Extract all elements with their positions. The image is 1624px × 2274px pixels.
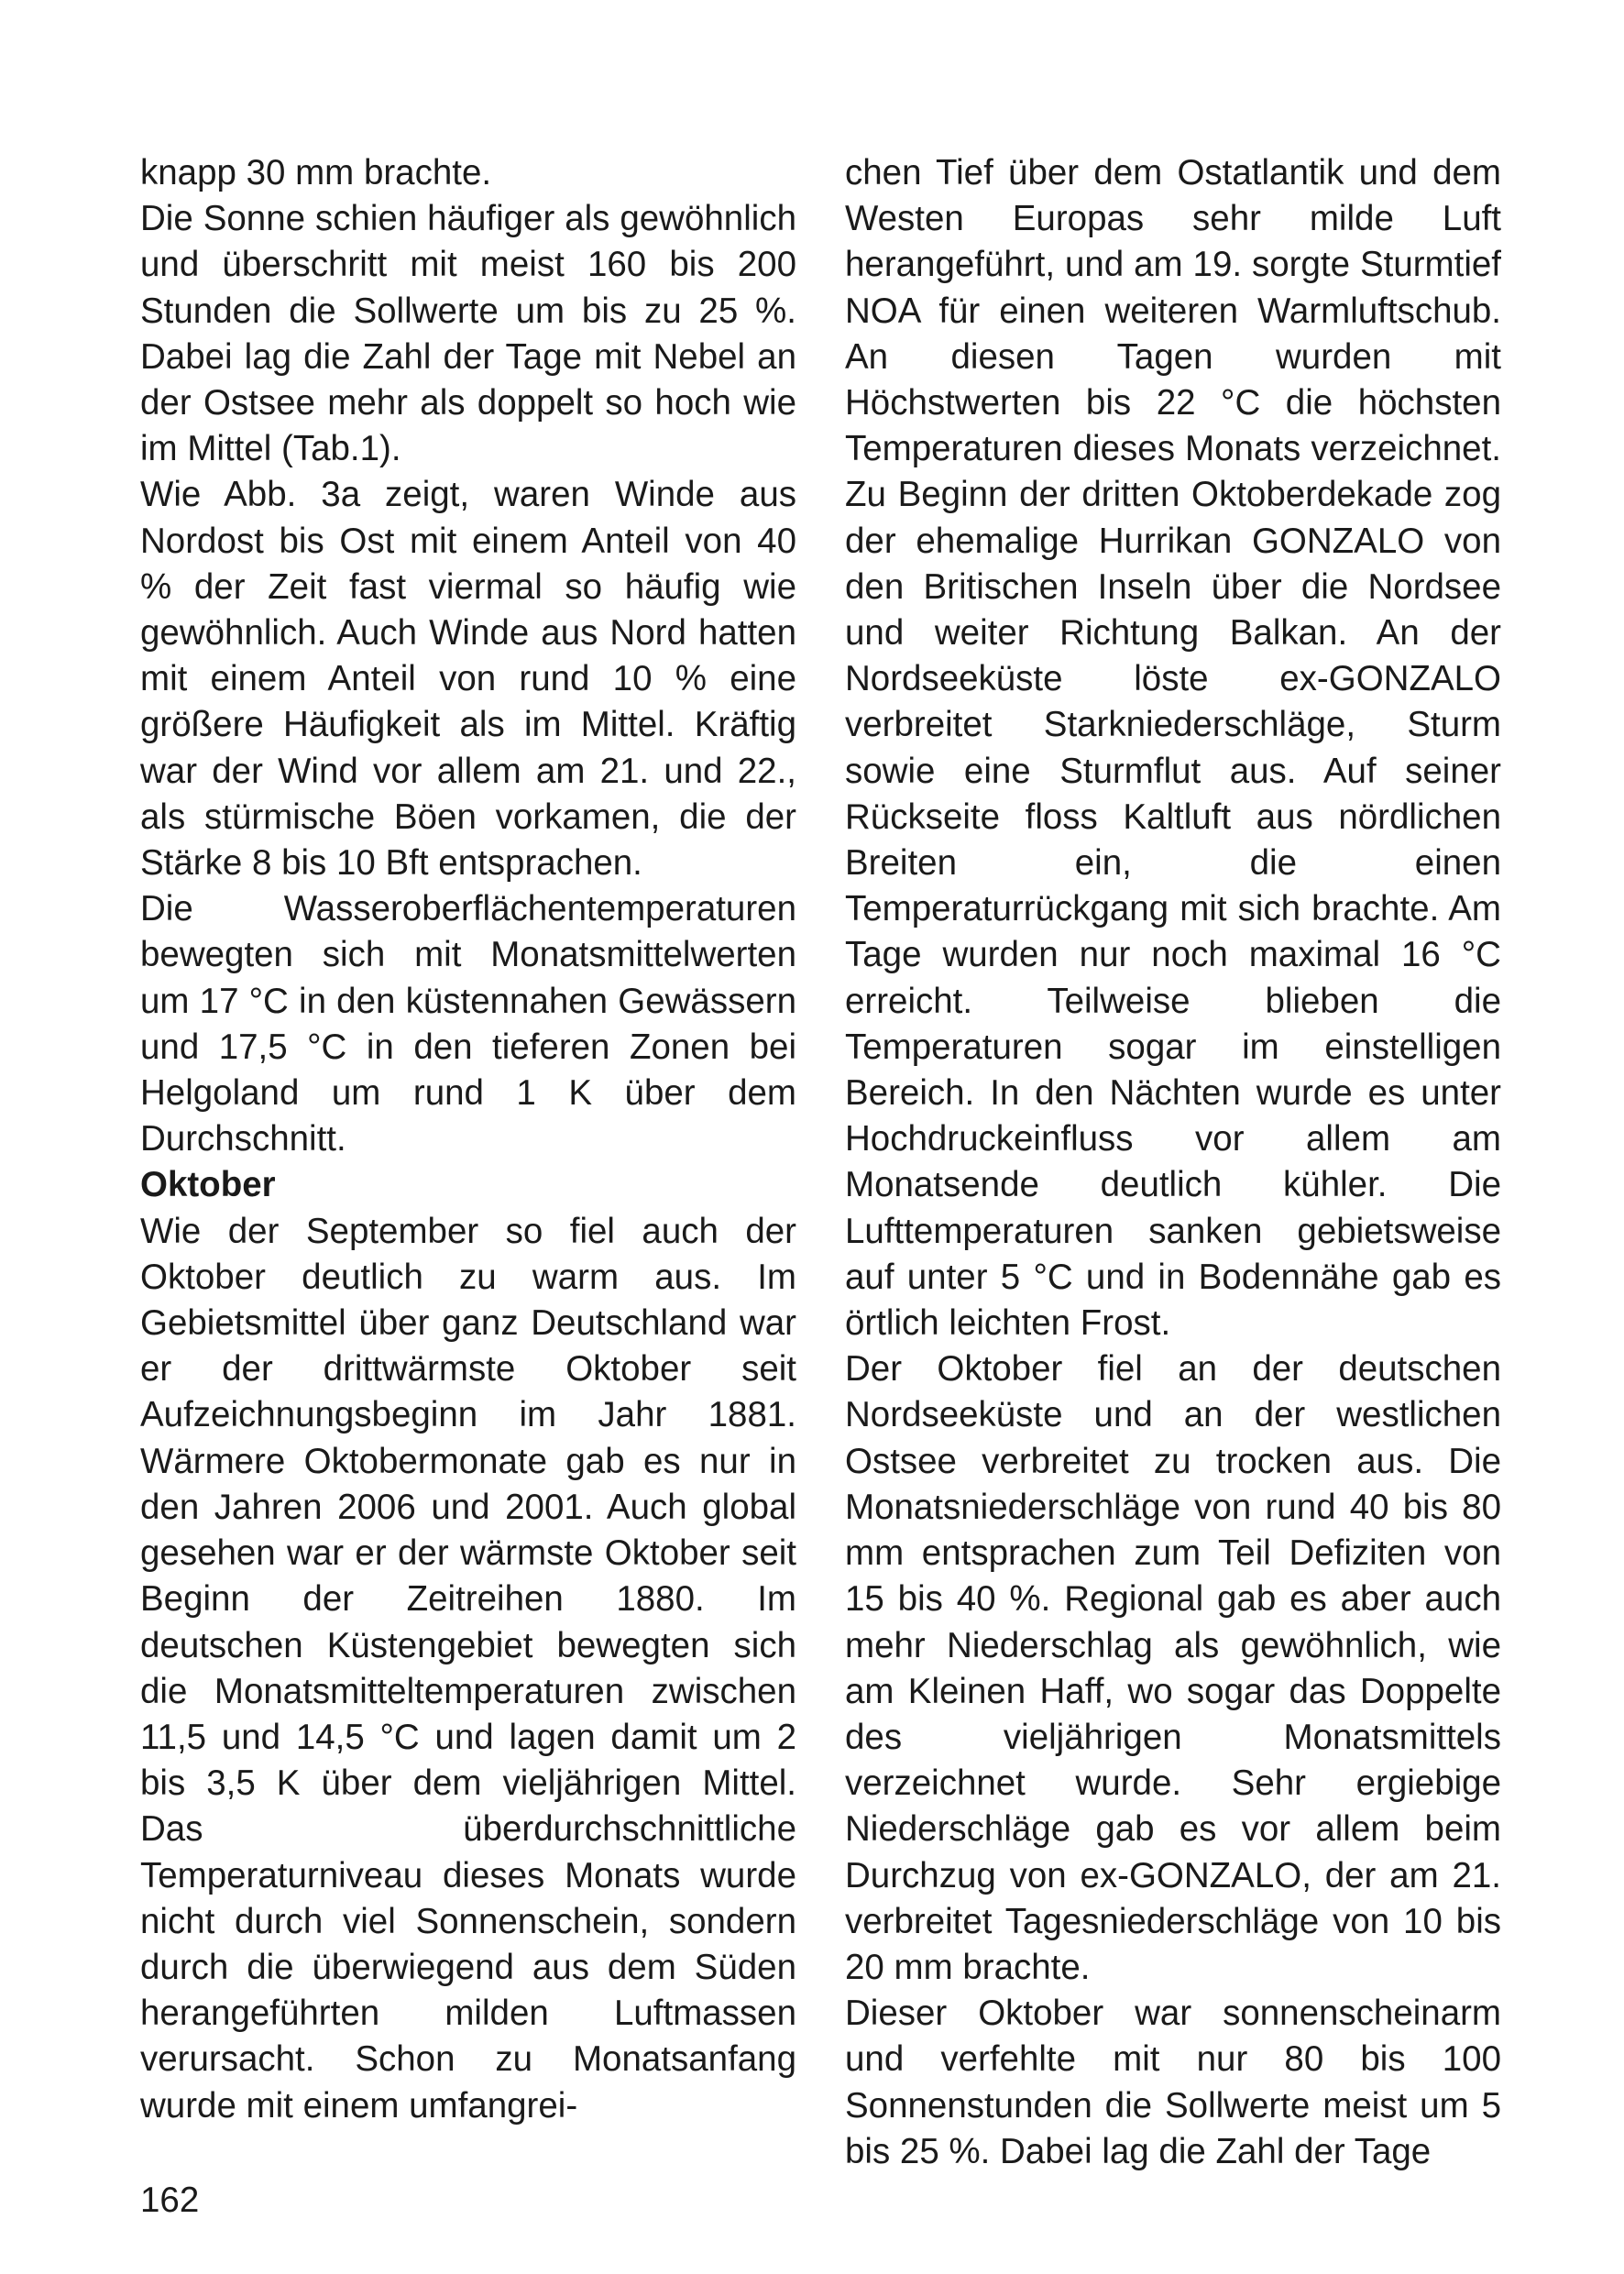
paragraph: Wie der September so fiel auch der Oktober deutlich zu warm aus. Im Gebietsmittel über ganz Deutschland war er der drittwärmste Oktober seit Aufzeichnungsbeginn im Jahr 1881. Wärmere Oktobermonate gab es nur in den Jahren 2006 und 2001. Auch global gesehen war er der wärmste Oktober seit Beginn der Zeitreihen 1880. Im deutschen Küstengebiet bewegten sich die Monatsmitteltemperaturen zwischen 11,5 und 14,5 °C und lagen damit um 2 bis 3,5 K über dem vieljährigen Mittel. Das überdurchschnittliche Temperaturniveau dieses Monats wurde nicht durch viel Sonnenschein, sondern durch die überwiegend aus dem Süden herangeführten milden Luftmassen verursacht. Schon zu Monatsanfang wurde mit einem umfangrei-: [140, 1211, 796, 2126]
paragraph: Wie Abb. 3a zeigt, waren Winde aus Nordost bis Ost mit einem Anteil von 40 % der Zeit fast viermal so häufig wie gewöhnlich. Auch Winde aus Nord hatten mit einem Anteil von rund 10 % eine größere Häufigkeit als im Mittel. Kräftig war der Wind vor allem am 21. und 22., als stürmische Böen vorkamen, die der Stärke 8 bis 10 Bft entsprachen.: [140, 475, 796, 884]
paragraph: chen Tief über dem Ostatlantik und dem Westen Europas sehr milde Luft herangeführt, und am 19. sorgte Sturmtief NOA für einen weiteren Warmluftschub. An diesen Tagen wurden mit Höchstwerten bis 22 °C die höchsten Temperaturen dieses Monats verzeichnet. Zu Beginn der dritten Oktoberdekade zog der ehemalige Hurrikan GONZALO von den Britischen Inseln über die Nordsee und weiter Richtung Balkan. An der Nordseeküste löste ex-GONZALO verbreitet Starkniederschläge, Sturm sowie eine Sturmflut aus. Auf seiner Rückseite floss Kaltluft aus nördlichen Breiten ein, die einen Temperaturrückgang mit sich brachte. Am Tage wurden nur noch maximal 16 °C erreicht. Teilweise blieben die Temperaturen sogar im einstelligen Bereich. In den Nächten wurde es unter Hochdruckeinfluss vor allem am Monatsende deutlich kühler. Die Lufttemperaturen sanken gebietsweise auf unter 5 °C und in Bodennähe gab es örtlich leichten Frost.: [845, 153, 1501, 1344]
right-column: [845, 150, 1501, 2175]
paragraph: Dieser Oktober war sonnenscheinarm und verfehlte mit nur 80 bis 100 Sonnenstunden die Sollwerte meist um 5 bis 25 %. Dabei lag die Zahl der Tage: [845, 1994, 1501, 2171]
paragraph: Die Sonne schien häufiger als gewöhnlich und überschritt mit meist 160 bis 200 Stunden die Sollwerte um bis zu 25 %. Dabei lag die Zahl der Tage mit Nebel an der Ostsee mehr als doppelt so hoch wie im Mittel (Tab.1).: [140, 199, 796, 469]
page-number: 162: [140, 2181, 200, 2220]
paragraph: knapp 30 mm brachte.: [140, 153, 492, 192]
section-heading: Oktober: [140, 1165, 276, 1205]
paragraph: Die Wasseroberflächentemperaturen bewegten sich mit Monatsmittelwerten um 17 °C in den küstennahen Gewässern und 17,5 °C in den tieferen Zonen bei Helgoland um rund 1 K über dem Durchschnitt.: [140, 889, 796, 1159]
left-column: [140, 150, 796, 2129]
paragraph: Der Oktober fiel an der deutschen Nordseeküste und an der westlichen Ostsee verbreitet zu trocken aus. Die Monatsniederschläge von rund 40 bis 80 mm entsprachen zum Teil Defiziten von 15 bis 40 %. Regional gab es aber auch mehr Niederschlag als gewöhnlich, wie am Kleinen Haff, wo sogar das Doppelte des vieljährigen Monatsmittels verzeichnet wurde. Sehr ergiebige Niederschläge gab es vor allem beim Durchzug von ex-GONZALO, der am 21. verbreitet Tagesniederschläge von 10 bis 20 mm brachte.: [845, 1349, 1501, 1987]
